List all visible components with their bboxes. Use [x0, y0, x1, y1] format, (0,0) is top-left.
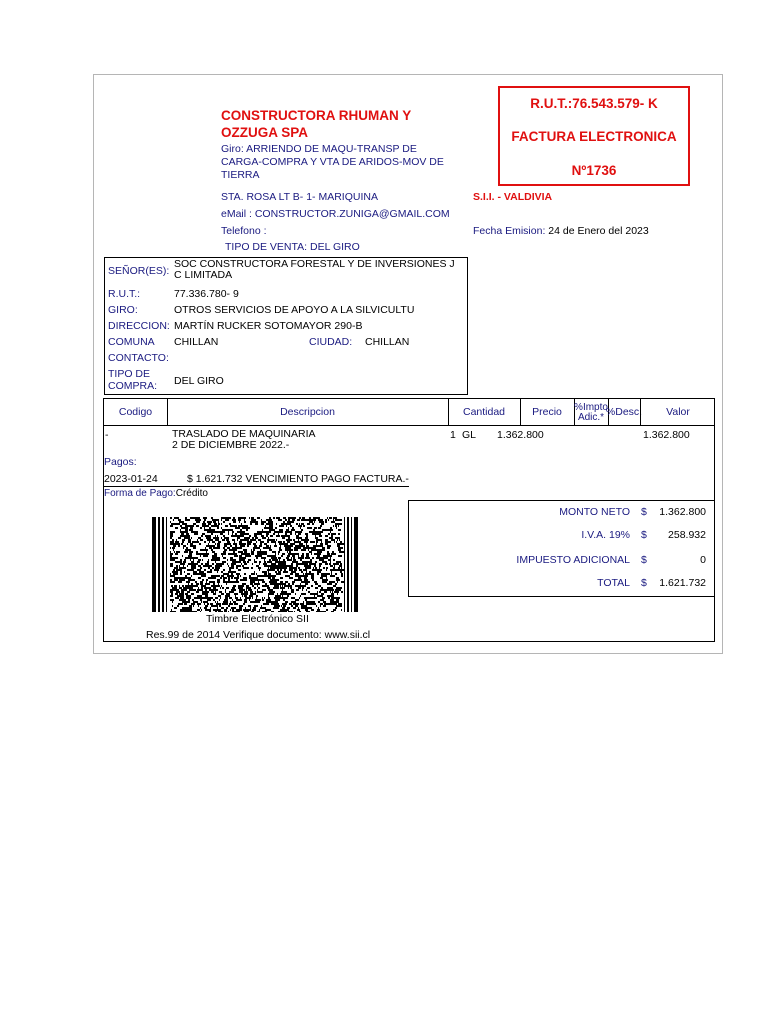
payment-form-value: Crédito: [175, 488, 208, 499]
payments-divider: [103, 486, 409, 487]
col-header-descripcion: Descripcion: [280, 406, 335, 418]
sii-office: S.I.I. - VALDIVIA: [473, 191, 553, 203]
stamp-resolution: Res.99 de 2014 Verifique documento: www.sii.cl: [146, 629, 371, 641]
client-rut-value: 77.336.780- 9: [174, 288, 239, 300]
col-header-precio: Precio: [532, 406, 562, 418]
stamp-caption: Timbre Electrónico SII: [206, 613, 309, 625]
col-header-codigo: Codigo: [118, 406, 153, 418]
total-imp-value: 0: [700, 554, 706, 566]
col-header-valor: Valor: [666, 406, 690, 418]
row-descripcion-2: 2 DE DICIEMBRE 2022.-: [172, 439, 290, 451]
col-header-impto: %Impto Adic.*: [574, 402, 608, 423]
issuer-name: CONSTRUCTORA RHUMAN Y OZZUGA SPA: [221, 108, 412, 140]
issuer-giro: Giro: ARRIENDO DE MAQU-TRANSP DE CARGA-COMPRA Y VTA DE ARIDOS-MOV DE TIERRA: [221, 143, 444, 181]
total-label: TOTAL: [597, 577, 630, 589]
document-type: FACTURA ELECTRONICA: [511, 129, 677, 144]
payments-label: Pagos:: [104, 456, 137, 468]
total-neto-currency: $: [641, 506, 647, 518]
client-comuna-value: CHILLAN: [174, 336, 219, 348]
total-iva-value: 258.932: [668, 529, 706, 541]
row-valor: 1.362.800: [643, 429, 690, 441]
issuer-email: eMail : CONSTRUCTOR.ZUNIGA@GMAIL.COM: [221, 208, 450, 220]
client-senor-value: SOC CONSTRUCTORA FORESTAL Y DE INVERSIONES J C LIMITADA: [174, 258, 455, 281]
total-neto-label: MONTO NETO: [559, 506, 630, 518]
row-unidad: GL: [462, 429, 477, 441]
issue-date-label: Fecha Emision:: [473, 225, 546, 237]
client-rut-label: R.U.T.:: [108, 288, 141, 300]
payment-form-label: Forma de Pago:: [104, 488, 176, 499]
client-tipo-compra-value: DEL GIRO: [174, 375, 224, 387]
issue-date: [473, 225, 649, 238]
total-value: 1.621.732: [659, 577, 706, 589]
document-number: Nº1736: [571, 163, 617, 178]
client-tipo-compra-label: TIPO DE COMPRA:: [108, 368, 158, 392]
client-contacto-label: CONTACTO:: [108, 352, 169, 364]
issuer-rut: R.U.T.:76.543.579- K: [530, 96, 658, 111]
issuer-phone: Telefono :: [221, 225, 267, 237]
client-dir-value: MARTÍN RUCKER SOTOMAYOR 290-B: [174, 320, 363, 332]
total-iva-currency: $: [641, 529, 647, 541]
total-imp-currency: $: [641, 554, 647, 566]
document-id-box: [498, 86, 690, 186]
row-precio: 1.362.800: [497, 429, 544, 441]
col-header-desc: %Desc.: [605, 406, 643, 418]
total-iva-label: I.V.A. 19%: [581, 529, 630, 541]
client-comuna-label: COMUNA: [108, 336, 155, 348]
pdf417-barcode: [152, 517, 360, 612]
payment-amount: $ 1.621.732 VENCIMIENTO PAGO FACTURA.-: [187, 473, 409, 485]
row-descripcion-1: TRASLADO DE MAQUINARIA: [172, 428, 316, 440]
payment-form: [104, 488, 208, 499]
client-ciudad-value: CHILLAN: [365, 336, 410, 348]
issuer-address: STA. ROSA LT B- 1- MARIQUINA: [221, 191, 378, 203]
row-cantidad: 1: [450, 429, 456, 441]
total-currency: $: [641, 577, 647, 589]
total-neto-value: 1.362.800: [659, 506, 706, 518]
client-dir-label: DIRECCION:: [108, 320, 170, 332]
payment-date: 2023-01-24: [104, 473, 158, 485]
issue-date-value: 24 de Enero del 2023: [548, 225, 649, 237]
total-imp-label: IMPUESTO ADICIONAL: [516, 554, 630, 566]
client-senor-label: SEÑOR(ES):: [108, 265, 170, 277]
client-giro-value: OTROS SERVICIOS DE APOYO A LA SILVICULTU: [174, 304, 415, 316]
client-ciudad-label: CIUDAD:: [309, 336, 353, 348]
col-header-cantidad: Cantidad: [462, 406, 506, 418]
issuer-sale-type: TIPO DE VENTA: DEL GIRO: [225, 241, 360, 253]
client-giro-label: GIRO:: [108, 304, 138, 316]
row-codigo: -: [105, 429, 109, 441]
